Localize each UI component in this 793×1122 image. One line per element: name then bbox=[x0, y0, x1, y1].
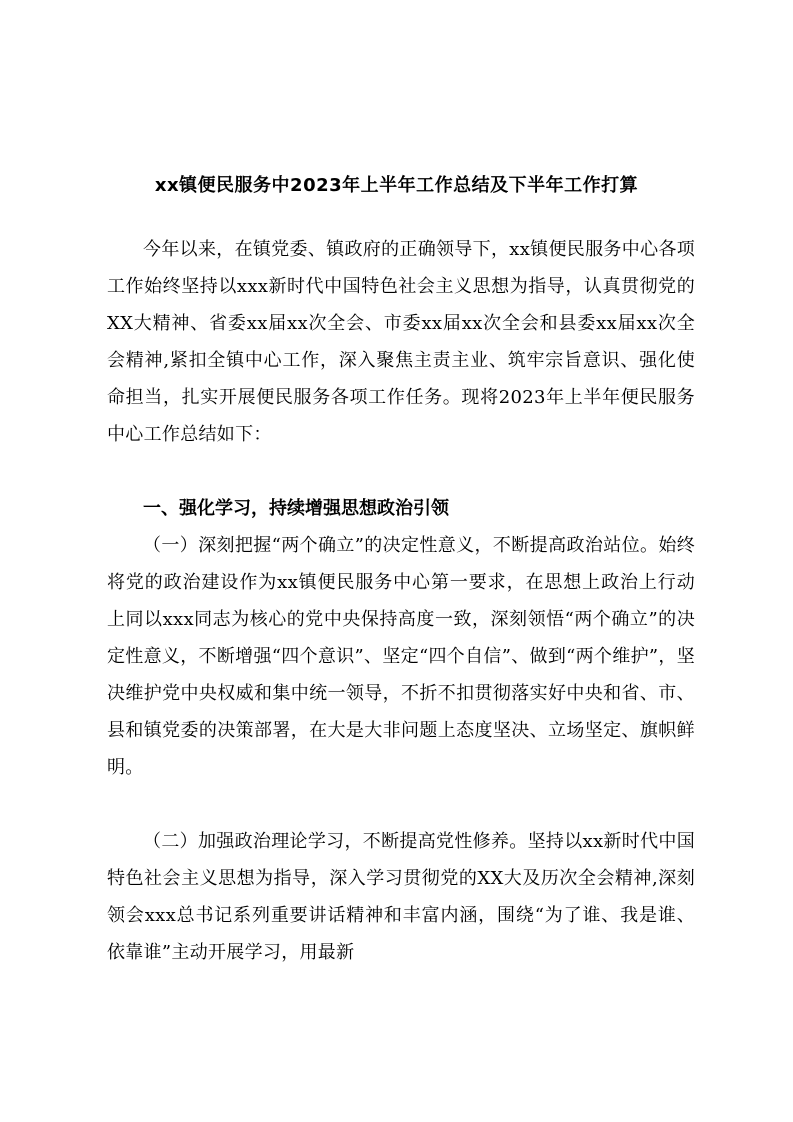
document-title: xx镇便民服务中2023年上半年工作总结及下半年工作打算 bbox=[154, 175, 639, 196]
body-paragraph: （一）深刻把握“两个确立”的决定性意义，不断提高政治站位。始终将党的政治建设作为xx镇便民服务中心第一要求，在思想上政治上行动上同以xxx同志为核心的党中央保持高度一致，深刻领悟“两个确立”的决定性意义，不断增强“四个意识”、坚定“四个自信”、做到“两个维护”，坚决维护党中央权威和集中统一领导，不折不扣贯彻落实好中央和省、市、县和镇党委的决策部署，在大是大非问题上态度坚决、立场坚定、旗帜鲜明。 bbox=[107, 535, 695, 778]
intro-paragraph: 今年以来，在镇党委、镇政府的正确领导下，xx镇便民服务中心各项工作始终坚持以xxx新时代中国特色社会主义思想为指导，认真贯彻党的XX大精神、省委xx届xx次全会、市委xx届xx次全会和县委xx届xx次全会精神,紧扣全镇中心工作，深入聚焦主责主业、筑牢宗旨意识、强化使命担当，扎实开展便民服务各项工作任务。现将2023年上半年便民服务中心工作总结如下： bbox=[107, 239, 695, 445]
section-heading: 一、强化学习，持续增强思想政治引领 bbox=[143, 498, 449, 519]
body-paragraph: （二）加强政治理论学习，不断提高党性修养。坚持以xx新时代中国特色社会主义思想为指导，深入学习贯彻党的XX大及历次全会精神,深刻领会xxx总书记系列重要讲话精神和丰富内涵，围绕“为了谁、我是谁、依靠谁”主动开展学习，用最新 bbox=[107, 831, 695, 963]
